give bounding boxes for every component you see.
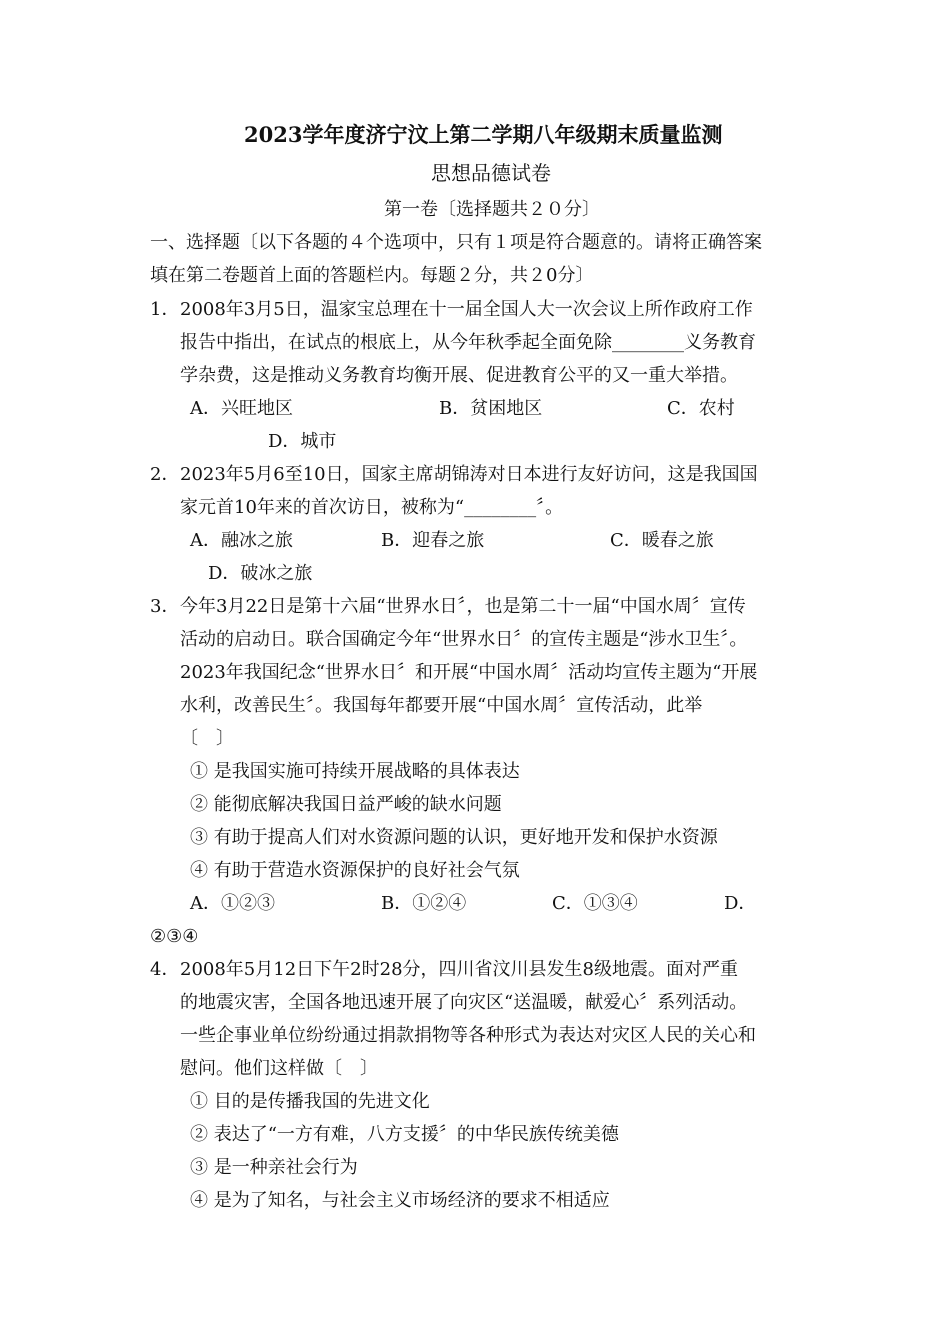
section-instruction: 填在第二卷题首上面的答题栏内。每题２分，共２0分〕 (150, 265, 594, 286)
question-number: 3． (150, 596, 180, 617)
option-c[interactable]: C．暖春之旅 (610, 530, 714, 551)
question-text: 水利，改善民生〞。我国每年都要开展“中国水周〞宣传活动，此举 (180, 695, 703, 716)
option-a[interactable]: A．①②③ (190, 893, 275, 914)
statement-item: ② 表达了“一方有难，八方支援〞的中华民族传统美德 (190, 1124, 619, 1145)
option-b[interactable]: B．①②④ (381, 893, 467, 914)
question-text: 2008年5月12日下午2时28分，四川省汶川县发生8级地震。面对严重 (180, 959, 738, 980)
option-c[interactable]: C．①③④ (552, 893, 638, 914)
option-b[interactable]: B．迎春之旅 (381, 530, 485, 551)
option-d-text[interactable]: ②③④ (150, 926, 199, 947)
question-text: 一些企事业单位纷纷通过捐款捐物等各种形式为表达对灾区人民的关心和 (180, 1025, 756, 1046)
question-text: 慰问。他们这样做〔 〕 (180, 1058, 378, 1079)
answer-bracket: 〔 〕 (180, 728, 234, 749)
question-text: 的地震灾害，全国各地迅速开展了向灾区“送温暖，献爱心〞系列活动。 (180, 992, 748, 1013)
section-instruction: 一、选择题〔以下各题的４个选项中，只有１项是符合题意的。请将正确答案 (150, 232, 762, 253)
page-subtitle: 思想品德试卷 (431, 161, 551, 185)
question-text: 活动的启动日。联合国确定今年“世界水日〞的宣传主题是“涉水卫生〞。 (180, 629, 748, 650)
option-b[interactable]: B．贫困地区 (439, 398, 543, 419)
option-a[interactable]: A．融冰之旅 (190, 530, 293, 551)
question-text: 家元首10年来的首次访日，被称为“________〞。 (180, 497, 564, 518)
option-d[interactable]: D．城市 (268, 431, 337, 452)
question-text: 2023年5月6至10日，国家主席胡锦涛对日本进行友好访问，这是我国国 (180, 464, 758, 485)
question-text: 今年3月22日是第十六届“世界水日〞，也是第二十一届“中国水周〞宣传 (180, 596, 746, 617)
statement-item: ② 能彻底解决我国日益严峻的缺水问题 (190, 794, 502, 815)
statement-item: ③ 有助于提高人们对水资源问题的认识，更好地开发和保护水资源 (190, 827, 718, 848)
question-text: 2008年3月5日，温家宝总理在十一届全国人大一次会议上所作政府工作 (180, 299, 753, 320)
question-number: 4． (150, 959, 180, 980)
statement-item: ③ 是一种亲社会行为 (190, 1157, 358, 1178)
question-number: 1． (150, 299, 180, 320)
question-text: 学杂费，这是推动义务教育均衡开展、促进教育公平的又一重大举措。 (180, 365, 738, 386)
statement-item: ① 目的是传播我国的先进文化 (190, 1091, 430, 1112)
statement-item: ① 是我国实施可持续开展战略的具体表达 (190, 761, 520, 782)
option-a[interactable]: A．兴旺地区 (190, 398, 293, 419)
option-c[interactable]: C．农村 (667, 398, 735, 419)
statement-item: ④ 是为了知名，与社会主义市场经济的要求不相适应 (190, 1190, 610, 1211)
question-text: 2023年我国纪念“世界水日〞和开展“中国水周〞活动均宣传主题为“开展 (180, 662, 758, 683)
option-d[interactable]: D．破冰之旅 (208, 563, 313, 584)
question-number: 2． (150, 464, 180, 485)
page-title: 2023学年度济宁汶上第二学期八年级期末质量监测 (244, 122, 723, 147)
statement-item: ④ 有助于营造水资源保护的良好社会气氛 (190, 860, 520, 881)
part-heading: 第一卷〔选择题共２０分〕 (384, 199, 600, 220)
option-d[interactable]: D． (724, 893, 757, 914)
question-text: 报告中指出，在试点的根底上，从今年秋季起全面免除________义务教育 (180, 332, 756, 353)
